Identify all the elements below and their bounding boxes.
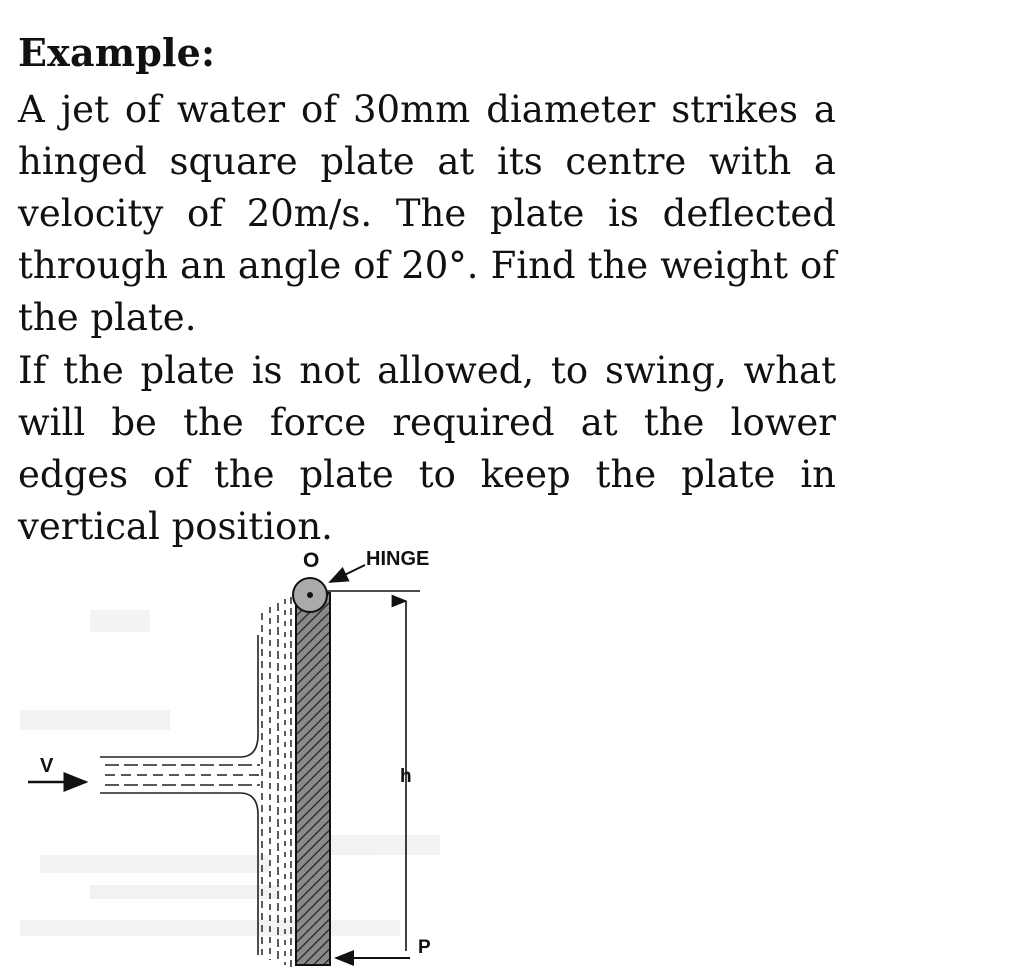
hinged-plate-figure [0,535,470,976]
water-jet [100,635,262,955]
water-sheet [262,597,291,967]
hinged-plate-diagram [0,535,470,976]
hinged-plate [296,593,330,965]
force-label: P [418,937,431,958]
pivot-label: O [303,549,320,572]
height-label: h [400,766,412,787]
hinge-label: HINGE [366,548,430,570]
velocity-label: V [40,755,54,777]
example-heading: Example: [18,30,216,75]
hinge-center-dot [307,592,313,598]
problem-statement-paragraph: A jet of water of 30mm diameter strikes a hinged square plate at its centre with a velocity of 20m/s. The plate is deflected through an angle of 20°. Find the weight of the plate. [18,88,836,339]
hinge-leader-arrow [330,565,365,582]
background-smudges [20,610,440,936]
problem-followup-paragraph: If the plate is not allowed, to swing, what will be the force required at the lower edges of the plate to keep the plate in vertical position. [18,349,836,548]
